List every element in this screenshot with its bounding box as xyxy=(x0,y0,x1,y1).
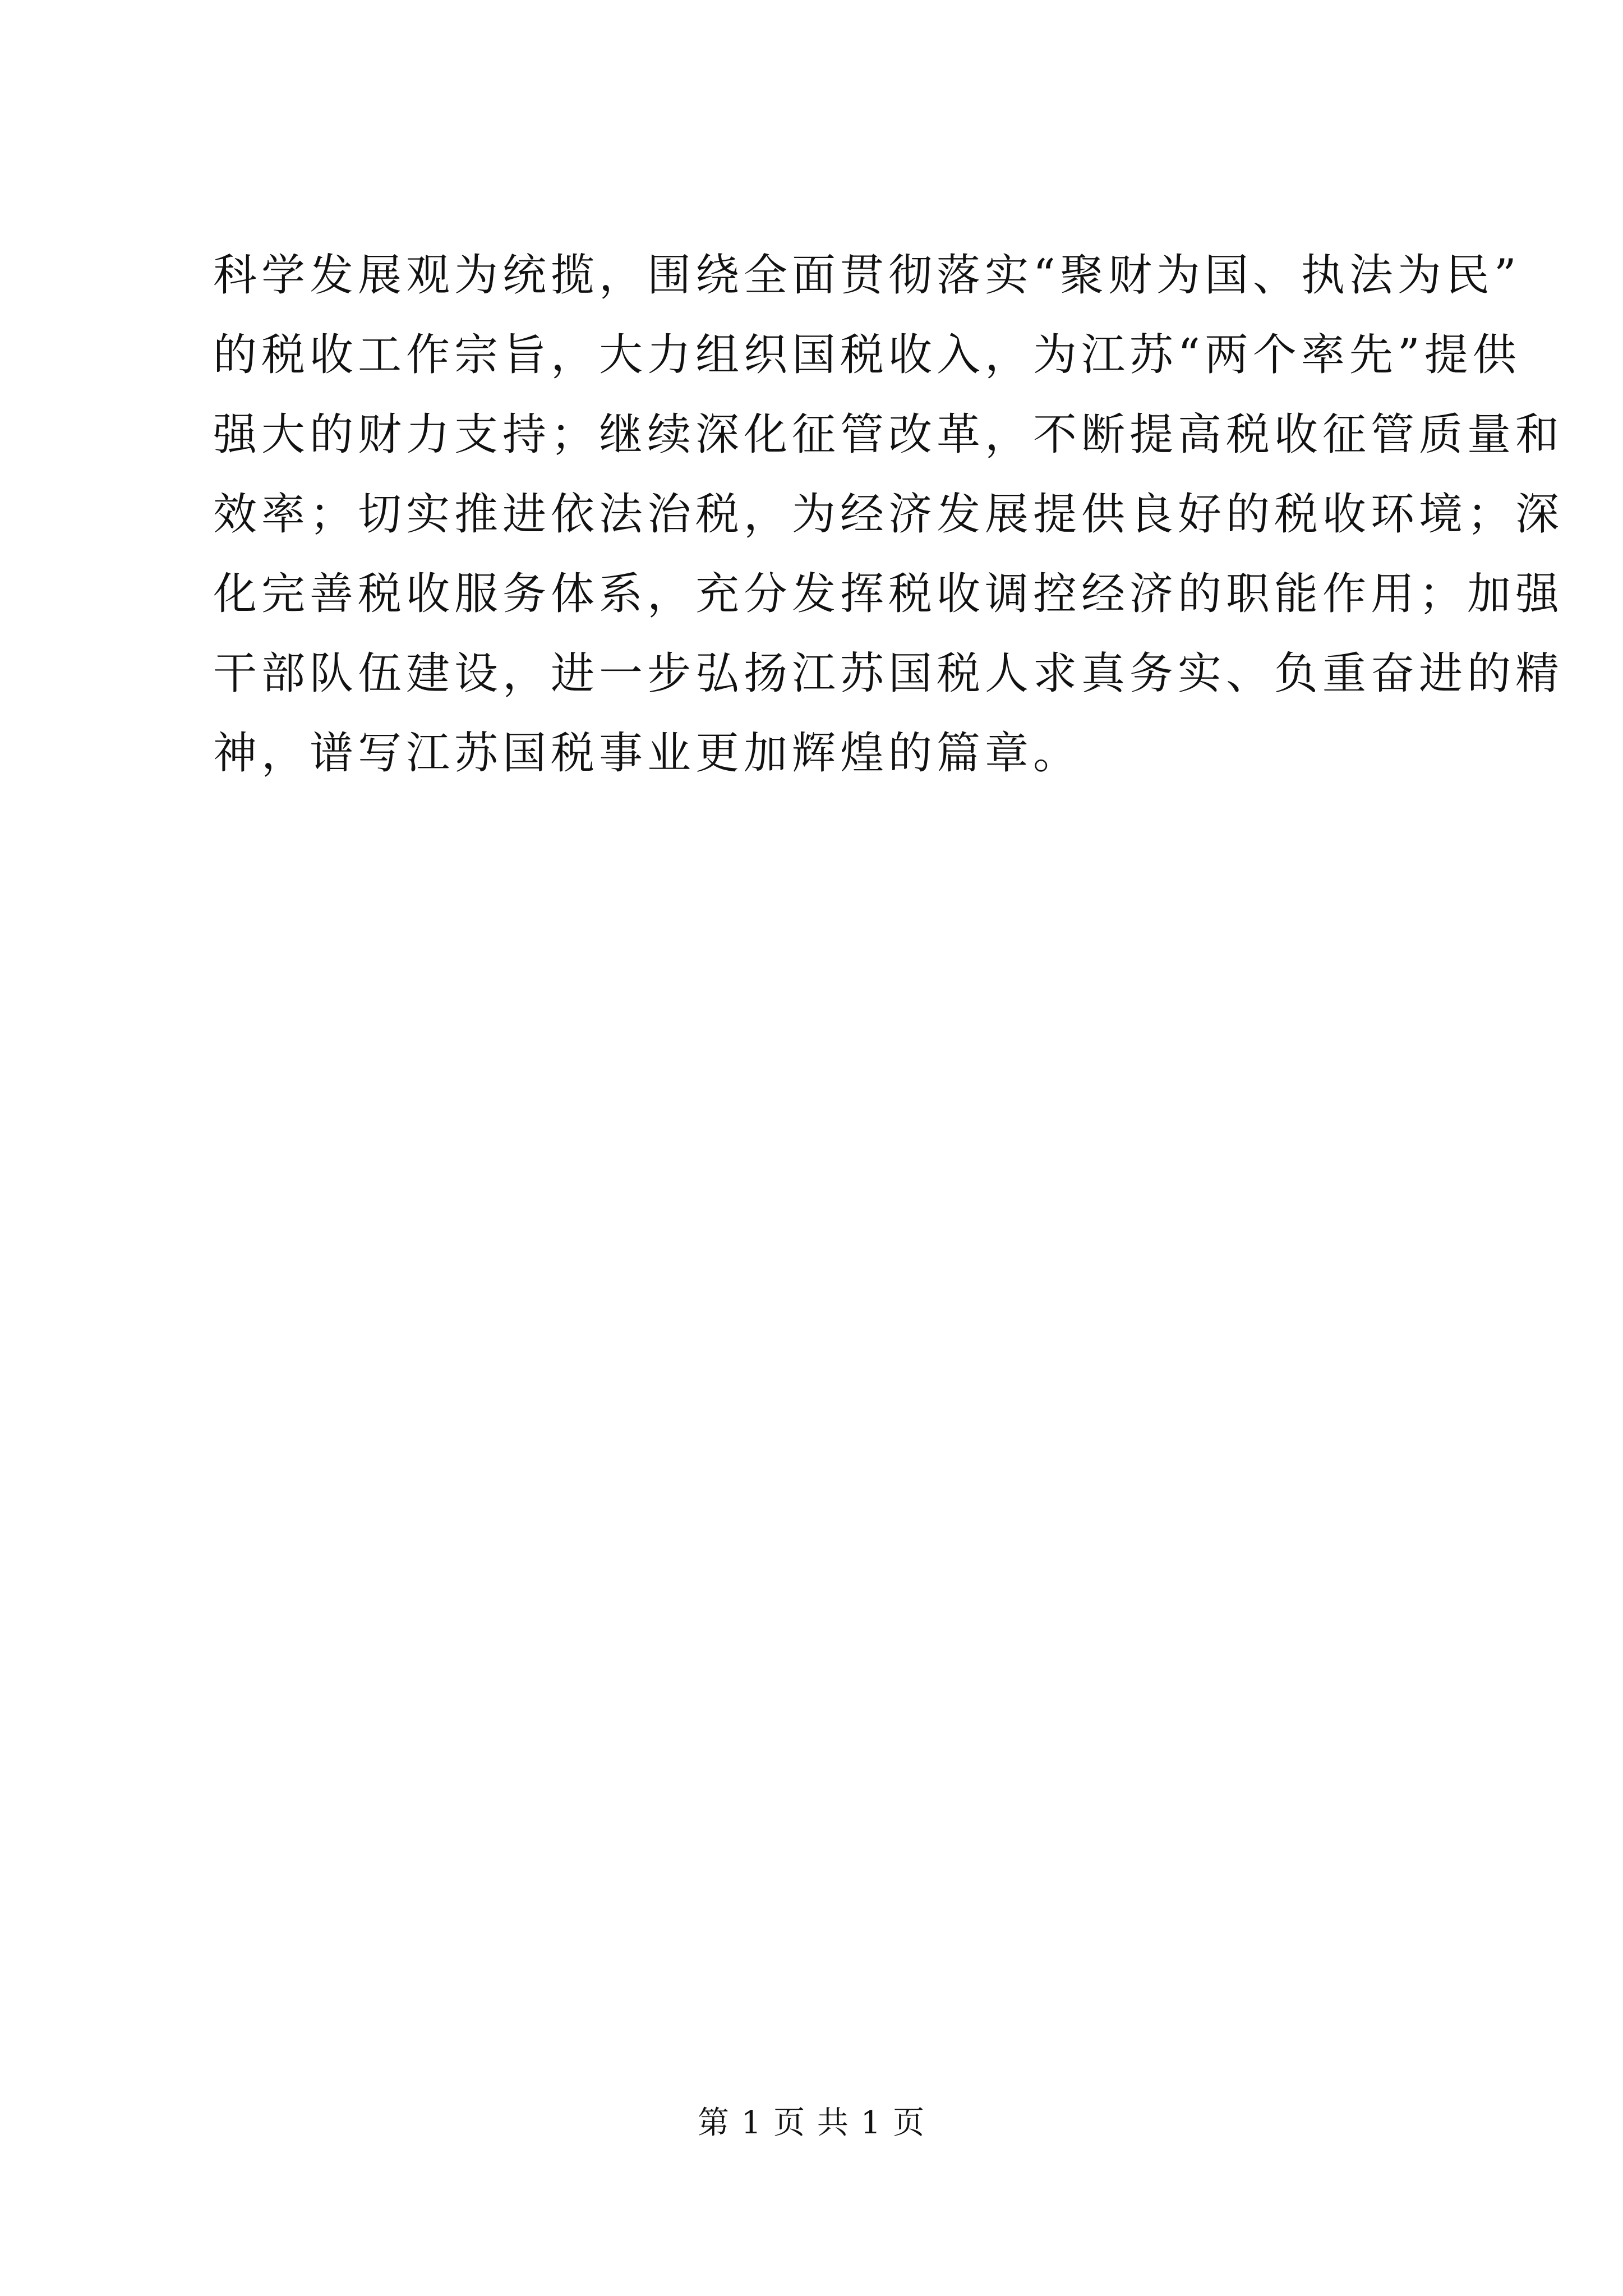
paragraph-line: 科学发展观为统揽，围绕全面贯彻落实“聚财为国、执法为民” xyxy=(213,250,1521,301)
paragraph-line: 强大的财力支持；继续深化征管改革，不断提高税收征管质量和 xyxy=(213,409,1564,460)
page-footer: 第 1 页 共 1 页 xyxy=(697,2105,926,2141)
paragraph-line: 化完善税收服务体系，充分发挥税收调控经济的职能作用；加强 xyxy=(213,569,1564,619)
body-paragraph xyxy=(213,236,1564,793)
paragraph-line: 的税收工作宗旨，大力组织国税收入，为江苏“两个率先”提供 xyxy=(213,330,1521,380)
paragraph-line: 效率；切实推进依法治税，为经济发展提供良好的税收环境；深 xyxy=(213,489,1564,540)
paragraph-line: 干部队伍建设，进一步弘扬江苏国税人求真务实、负重奋进的精 xyxy=(213,648,1564,699)
paragraph-line: 神，谱写江苏国税事业更加辉煌的篇章。 xyxy=(213,728,1082,779)
